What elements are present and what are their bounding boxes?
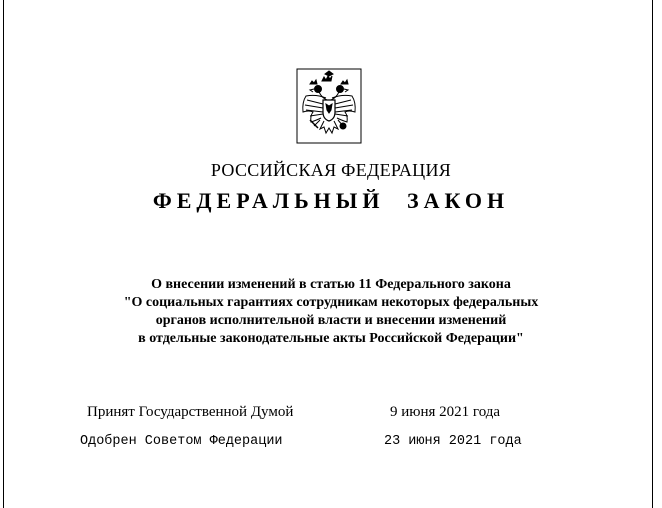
approved-date: 23 июня 2021 года bbox=[384, 434, 522, 449]
law-title-line: О внесении изменений в статью 11 Федерального закона bbox=[151, 277, 511, 292]
law-title-line: в отдельные законодательные акты Российской Федерации" bbox=[138, 331, 524, 346]
adopted-by-duma-label: Принят Государственной Думой bbox=[87, 404, 294, 420]
coat-of-arms-icon bbox=[296, 68, 362, 144]
law-title bbox=[0, 276, 662, 348]
page-border-right bbox=[652, 0, 653, 508]
page-border-left bbox=[3, 0, 4, 508]
country-name: РОССИЙСКАЯ ФЕДЕРАЦИЯ bbox=[210, 160, 452, 180]
law-title-line: органов исполнительной власти и внесении изменений bbox=[155, 313, 507, 328]
approved-by-council-label: Одобрен Советом Федерации bbox=[80, 434, 283, 449]
law-title-line: "О социальных гарантиях сотрудникам некоторых федеральных bbox=[123, 295, 539, 310]
adopted-date: 9 июня 2021 года bbox=[390, 404, 501, 420]
document-type-heading: ФЕДЕРАЛЬНЫЙ ЗАКОН bbox=[152, 188, 510, 213]
